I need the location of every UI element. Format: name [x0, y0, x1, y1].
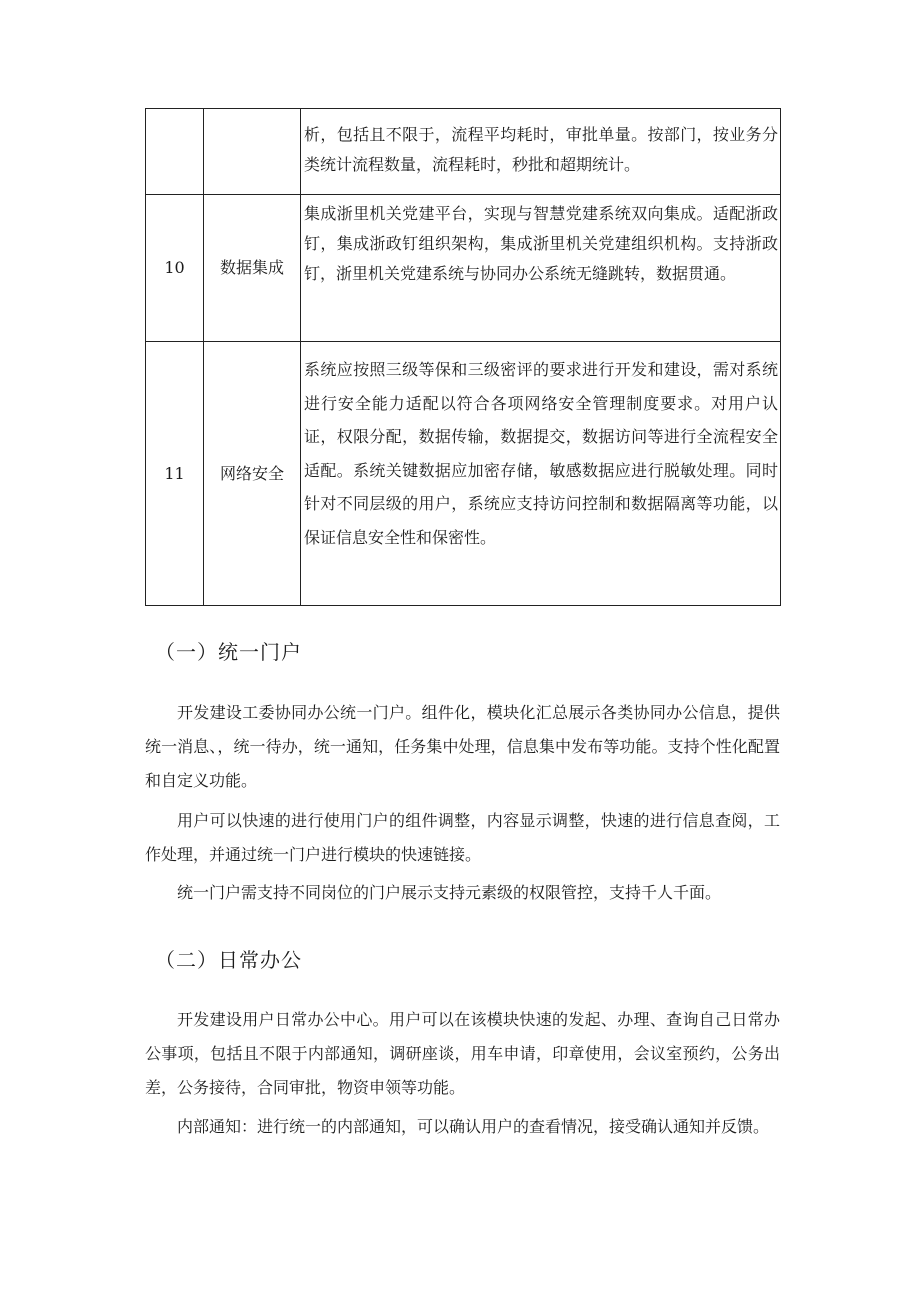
- row-description: 集成浙里机关党建平台，实现与智慧党建系统双向集成。适配浙政钉，集成浙政钉组织架构，集成浙里机关党建组织机构。支持浙政钉，浙里机关党建系统与协同办公系统无缝跳转，数据贯通。: [301, 195, 781, 342]
- paragraph: 开发建设工委协同办公统一门户。组件化，模块化汇总展示各类协同办公信息，提供统一消息、，统一待办，统一通知，任务集中处理，信息集中发布等功能。支持个性化配置和自定义功能。: [145, 703, 780, 790]
- requirements-table: [145, 108, 781, 606]
- paragraph: 统一门户需支持不同岗位的门户展示支持元素级的权限管控，支持千人千面。: [177, 883, 722, 902]
- row-number: 11: [146, 342, 204, 606]
- row-number: 10: [146, 195, 204, 342]
- table-row: [146, 109, 781, 195]
- row-item-name: [204, 109, 301, 195]
- paragraph: 用户可以快速的进行使用门户的组件调整，内容显示调整，快速的进行信息查阅，工作处理，并通过统一门户进行模块的快速链接。: [145, 811, 780, 864]
- row-item-name: 数据集成: [204, 195, 301, 342]
- row-number: [146, 109, 204, 195]
- row-description: 系统应按照三级等保和三级密评的要求进行开发和建设，需对系统进行安全能力适配以符合各项网络安全管理制度要求。对用户认证，权限分配，数据传输，数据提交，数据访问等进行全流程安全适配。系统关键数据应加密存储，敏感数据应进行脱敏处理。同时针对不同层级的用户，系统应支持访问控制和数据隔离等功能，以保证信息安全性和保密性。: [301, 342, 781, 606]
- table-row: [146, 195, 781, 342]
- row-item-name: 网络安全: [204, 342, 301, 606]
- section-heading-unified-portal: （一）统一门户: [155, 640, 302, 664]
- paragraph: 开发建设用户日常办公中心。用户可以在该模块快速的发起、办理、查询自己日常办公事项，包括且不限于内部通知，调研座谈，用车申请，印章使用，会议室预约，公务出差，公务接待，合同审批，物资申领等功能。: [145, 1010, 780, 1097]
- table-row: [146, 342, 781, 606]
- paragraph: 内部通知：进行统一的内部通知，可以确认用户的查看情况，接受确认通知并反馈。: [177, 1117, 770, 1136]
- section-heading-daily-office: （二）日常办公: [155, 948, 302, 972]
- row-description: 析，包括且不限于，流程平均耗时，审批单量。按部门，按业务分类统计流程数量，流程耗时，秒批和超期统计。: [301, 109, 781, 195]
